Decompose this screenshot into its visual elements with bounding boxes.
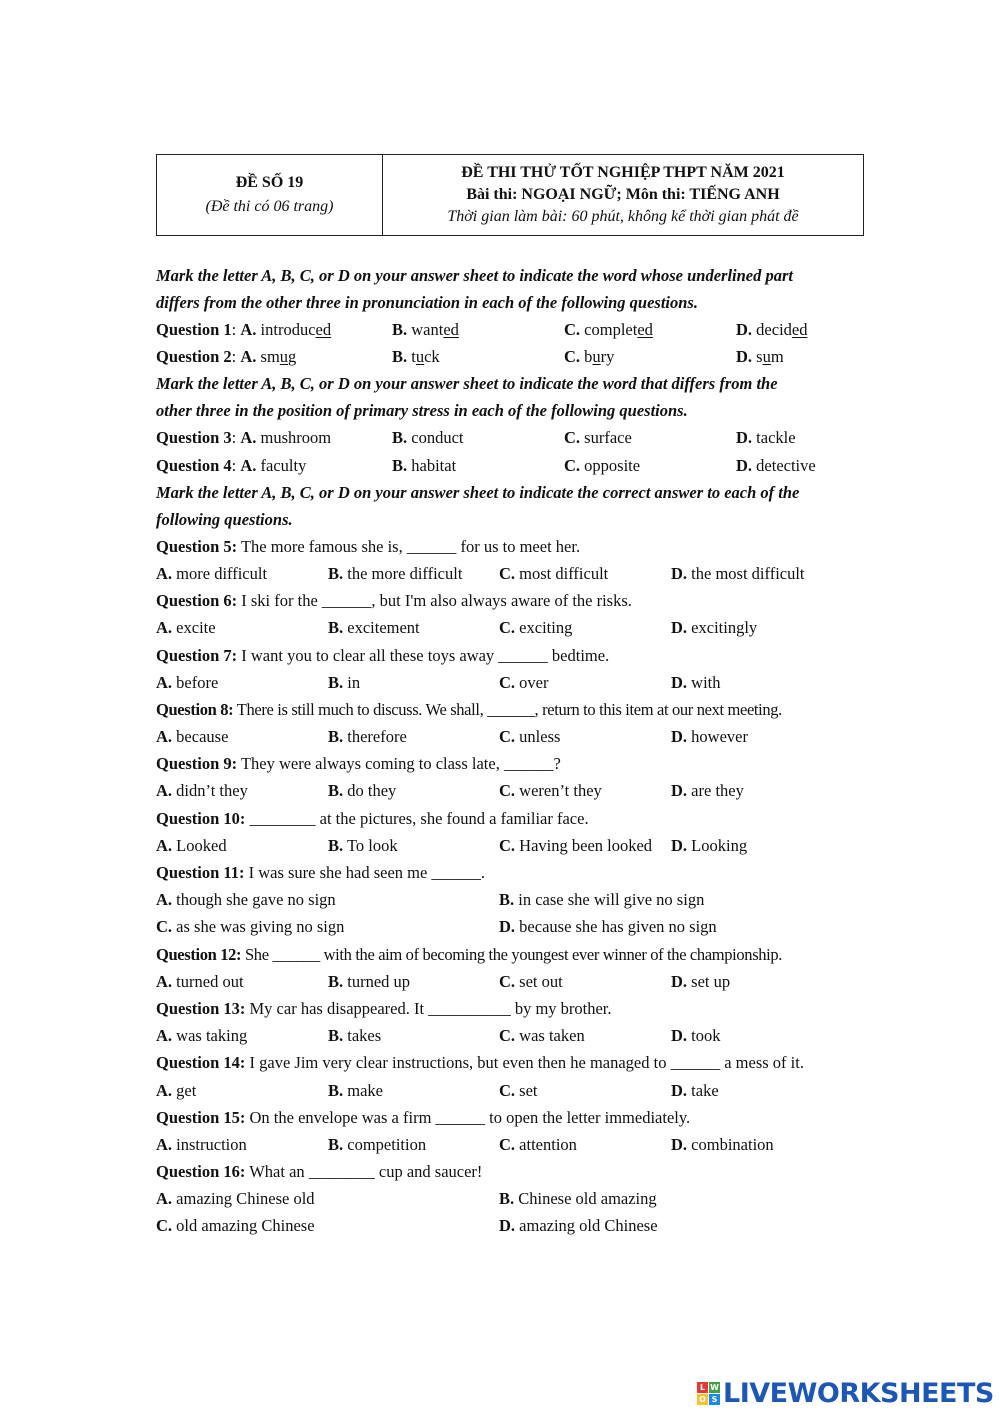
option-d[interactable]: D. excitingly bbox=[671, 618, 758, 638]
question-8-stem bbox=[156, 696, 868, 723]
question-label: Question 3 bbox=[156, 428, 232, 448]
question-label: Question 2 bbox=[156, 347, 232, 367]
question-label: Question 1 bbox=[156, 320, 232, 339]
option-c[interactable]: C. Having been looked bbox=[499, 835, 653, 855]
option-a-text[interactable]: faculty bbox=[260, 455, 307, 475]
question-label: Question 6: bbox=[156, 591, 238, 611]
option-b[interactable]: B. habitat bbox=[392, 455, 457, 475]
question-13-options bbox=[156, 1022, 868, 1049]
option-a[interactable]: A. was taking bbox=[156, 1026, 248, 1046]
question-label: Question 12: bbox=[156, 944, 242, 964]
instruction-line: Mark the letter A, B, C, or D on your answer sheet to indicate the word that differs from the bbox=[156, 374, 778, 394]
option-d[interactable]: D. because she has given no sign bbox=[499, 917, 717, 937]
question-text: She ______ with the aim of becoming the youngest ever winner of the championship. bbox=[244, 944, 783, 964]
option-b[interactable]: B. takes bbox=[328, 1026, 382, 1046]
logo-square: S bbox=[709, 1394, 720, 1405]
question-label: Question 11: bbox=[156, 863, 245, 882]
question-13-stem bbox=[156, 995, 868, 1022]
option-c[interactable]: C. completed bbox=[564, 320, 653, 339]
question-3: Question 3: A. mushroom B. conduct C. surface D. tackle bbox=[156, 424, 868, 451]
question-2: Question 2: A. smug B. tuck C. bury D. sum bbox=[156, 343, 868, 370]
instruction-line: differs from the other three in pronunciation in each of the following questions. bbox=[156, 293, 698, 312]
option-c[interactable]: C. weren’t they bbox=[499, 781, 602, 801]
option-d[interactable]: D. take bbox=[671, 1080, 719, 1100]
option-d[interactable]: D. amazing old Chinese bbox=[499, 1216, 658, 1236]
option-d[interactable]: D. took bbox=[671, 1026, 721, 1046]
option-d[interactable]: D. tackle bbox=[736, 428, 796, 448]
option-c[interactable]: C. unless bbox=[499, 727, 561, 747]
option-d[interactable]: D. detective bbox=[736, 455, 816, 475]
question-12-options bbox=[156, 968, 868, 995]
exam-number-cell bbox=[157, 155, 383, 235]
exam-title-cell bbox=[383, 155, 863, 235]
question-11-stem bbox=[156, 859, 868, 886]
question-11-options-ab bbox=[156, 886, 868, 913]
option-c[interactable]: C. was taken bbox=[499, 1026, 585, 1046]
logo-square: W bbox=[710, 1382, 719, 1392]
question-label: Question 10: bbox=[156, 808, 246, 828]
option-d[interactable]: D. set up bbox=[671, 971, 731, 991]
exam-subject: Bài thi: NGOẠI NGỮ; Môn thi: TIẾNG ANH bbox=[466, 186, 780, 203]
question-text: What an ________ cup and saucer! bbox=[249, 1162, 483, 1182]
option-d[interactable]: D. sum bbox=[736, 347, 784, 367]
option-c[interactable]: C. most difficult bbox=[499, 563, 609, 583]
question-9-stem bbox=[156, 750, 868, 777]
exam-title: ĐỀ THI THỬ TỐT NGHIỆP THPT NĂM 2021 bbox=[461, 164, 785, 181]
option-b[interactable]: B. conduct bbox=[392, 428, 464, 448]
question-10-options bbox=[156, 832, 868, 859]
exam-header-box bbox=[156, 154, 864, 236]
question-label: Question 8: bbox=[156, 699, 234, 719]
exam-number: ĐỀ SỐ 19 bbox=[235, 174, 304, 191]
question-text: ________ at the pictures, she found a familiar face. bbox=[249, 808, 589, 828]
logo-square: L bbox=[697, 1382, 708, 1393]
option-a[interactable]: A. before bbox=[156, 672, 219, 692]
option-a[interactable]: A. get bbox=[156, 1080, 197, 1100]
option-b[interactable]: B. turned up bbox=[328, 971, 411, 991]
option-a[interactable]: A. excite bbox=[156, 618, 216, 638]
question-text: I gave Jim very clear instructions, but even then he managed to ______ a mess of it. bbox=[249, 1053, 804, 1073]
section-2-instruction bbox=[156, 370, 868, 424]
question-label: Question 5: bbox=[156, 536, 238, 556]
question-label: Question 15: bbox=[156, 1107, 246, 1127]
pages-note: (Đề thi có 06 trang) bbox=[205, 198, 334, 215]
option-c[interactable]: C. exciting bbox=[499, 618, 573, 638]
question-14-options bbox=[156, 1077, 868, 1104]
question-12-stem bbox=[156, 941, 868, 968]
question-9-options bbox=[156, 777, 868, 804]
question-14-stem bbox=[156, 1049, 868, 1076]
question-15-stem bbox=[156, 1104, 868, 1131]
option-d[interactable]: D. Looking bbox=[671, 835, 748, 855]
option-c[interactable]: C. old amazing Chinese bbox=[156, 1216, 315, 1236]
option-d[interactable]: D. with bbox=[671, 672, 721, 692]
option-c[interactable]: C. set bbox=[499, 1080, 538, 1100]
question-10-stem bbox=[156, 805, 868, 832]
option-b[interactable]: B. in bbox=[328, 672, 361, 692]
question-text: My car has disappeared. It __________ by my brother. bbox=[249, 998, 612, 1018]
option-a[interactable]: A. though she gave no sign bbox=[156, 890, 336, 910]
option-b[interactable]: B. the more difficult bbox=[328, 563, 463, 583]
option-b[interactable]: B. wanted bbox=[392, 320, 459, 339]
liveworksheets-logo[interactable] bbox=[697, 1378, 994, 1408]
option-d[interactable]: D. decided bbox=[736, 320, 808, 339]
question-7-options bbox=[156, 669, 868, 696]
question-16-stem bbox=[156, 1158, 868, 1185]
option-c[interactable]: C. surface bbox=[564, 428, 632, 448]
exam-time: Thời gian làm bài: 60 phút, không kể thời gian phát đề bbox=[447, 208, 799, 225]
question-text: On the envelope was a firm ______ to open the letter immediately. bbox=[249, 1107, 691, 1127]
logo-square: O bbox=[697, 1394, 708, 1405]
question-label: Question 14: bbox=[156, 1053, 246, 1073]
option-a[interactable]: A. because bbox=[156, 727, 229, 747]
option-b[interactable]: B. tuck bbox=[392, 347, 440, 367]
option-a[interactable]: A. amazing Chinese old bbox=[156, 1189, 315, 1209]
question-16-options-cd bbox=[156, 1212, 868, 1239]
question-4: Question 4: A. faculty B. habitat C. opposite D. detective bbox=[156, 452, 868, 479]
question-text: They were always coming to class late, ______? bbox=[240, 754, 561, 774]
option-b[interactable]: B. excitement bbox=[328, 618, 420, 638]
option-b[interactable]: B. do they bbox=[328, 781, 397, 801]
option-a[interactable]: A. turned out bbox=[156, 971, 244, 991]
option-c[interactable]: C. as she was giving no sign bbox=[156, 917, 345, 937]
question-6-options bbox=[156, 614, 868, 641]
option-c[interactable]: C. bury bbox=[564, 347, 615, 367]
section-1-instruction bbox=[156, 262, 868, 316]
option-b[interactable]: B. To look bbox=[328, 835, 398, 855]
section-3-instruction bbox=[156, 479, 868, 533]
question-text: There is still much to discuss. We shall, ______, return to this item at our next meeting. bbox=[236, 699, 782, 719]
question-label: Question 9: bbox=[156, 754, 238, 774]
option-c[interactable]: C. opposite bbox=[564, 455, 641, 475]
question-11-options-cd bbox=[156, 913, 868, 940]
option-d[interactable]: D. combination bbox=[671, 1134, 774, 1154]
question-label: Question 13: bbox=[156, 998, 246, 1018]
instruction-line: Mark the letter A, B, C, or D on your answer sheet to indicate the correct answer to each of the bbox=[156, 482, 800, 502]
question-text: The more famous she is, ______ for us to meet her. bbox=[240, 536, 581, 556]
instruction-line: Mark the letter A, B, C, or D on your answer sheet to indicate the word whose underlined part bbox=[156, 266, 794, 285]
option-d[interactable]: D. the most difficult bbox=[671, 563, 805, 583]
question-label: Question 16: bbox=[156, 1162, 246, 1182]
exam-content bbox=[156, 262, 868, 1240]
option-d[interactable]: D. are they bbox=[671, 781, 744, 801]
option-b[interactable]: B. Chinese old amazing bbox=[499, 1189, 657, 1209]
option-b[interactable]: B. in case she will give no sign bbox=[499, 890, 705, 910]
question-label: Question 7: bbox=[156, 645, 238, 665]
option-c[interactable]: C. set out bbox=[499, 971, 563, 991]
option-d[interactable]: D. however bbox=[671, 727, 748, 747]
question-7-stem bbox=[156, 642, 868, 669]
option-b[interactable]: B. make bbox=[328, 1080, 383, 1100]
question-5-options bbox=[156, 560, 868, 587]
question-1: Question 1: A. introduced B. wanted C. completed D. decided bbox=[156, 316, 868, 343]
option-b[interactable]: B. therefore bbox=[328, 727, 407, 747]
underlined-part: ed bbox=[315, 320, 332, 339]
question-6-stem bbox=[156, 587, 868, 614]
logo-text: LIVEWORKSHEETS bbox=[723, 1377, 994, 1409]
logo-icon bbox=[697, 1382, 720, 1405]
option-a[interactable]: A. instruction bbox=[156, 1134, 247, 1154]
question-16-options-ab bbox=[156, 1185, 868, 1212]
question-15-options bbox=[156, 1131, 868, 1158]
question-text: I want you to clear all these toys away ______ bedtime. bbox=[241, 645, 610, 665]
question-text: I was sure she had seen me ______. bbox=[248, 863, 486, 882]
option-a[interactable]: A. didn’t they bbox=[156, 781, 248, 801]
option-a-text[interactable]: mushroom bbox=[260, 428, 332, 448]
question-text: I ski for the ______, but I'm also always aware of the risks. bbox=[241, 591, 632, 611]
option-c[interactable]: C. over bbox=[499, 672, 549, 692]
option-a[interactable]: A. Looked bbox=[156, 835, 227, 855]
instruction-line: other three in the position of primary stress in each of the following questions. bbox=[156, 401, 688, 421]
question-8-options bbox=[156, 723, 868, 750]
option-c[interactable]: C. attention bbox=[499, 1134, 577, 1154]
option-a[interactable]: A. more difficult bbox=[156, 563, 268, 583]
option-b[interactable]: B. competition bbox=[328, 1134, 427, 1154]
question-5-stem bbox=[156, 533, 868, 560]
instruction-line: following questions. bbox=[156, 509, 293, 529]
question-label: Question 4 bbox=[156, 455, 232, 475]
